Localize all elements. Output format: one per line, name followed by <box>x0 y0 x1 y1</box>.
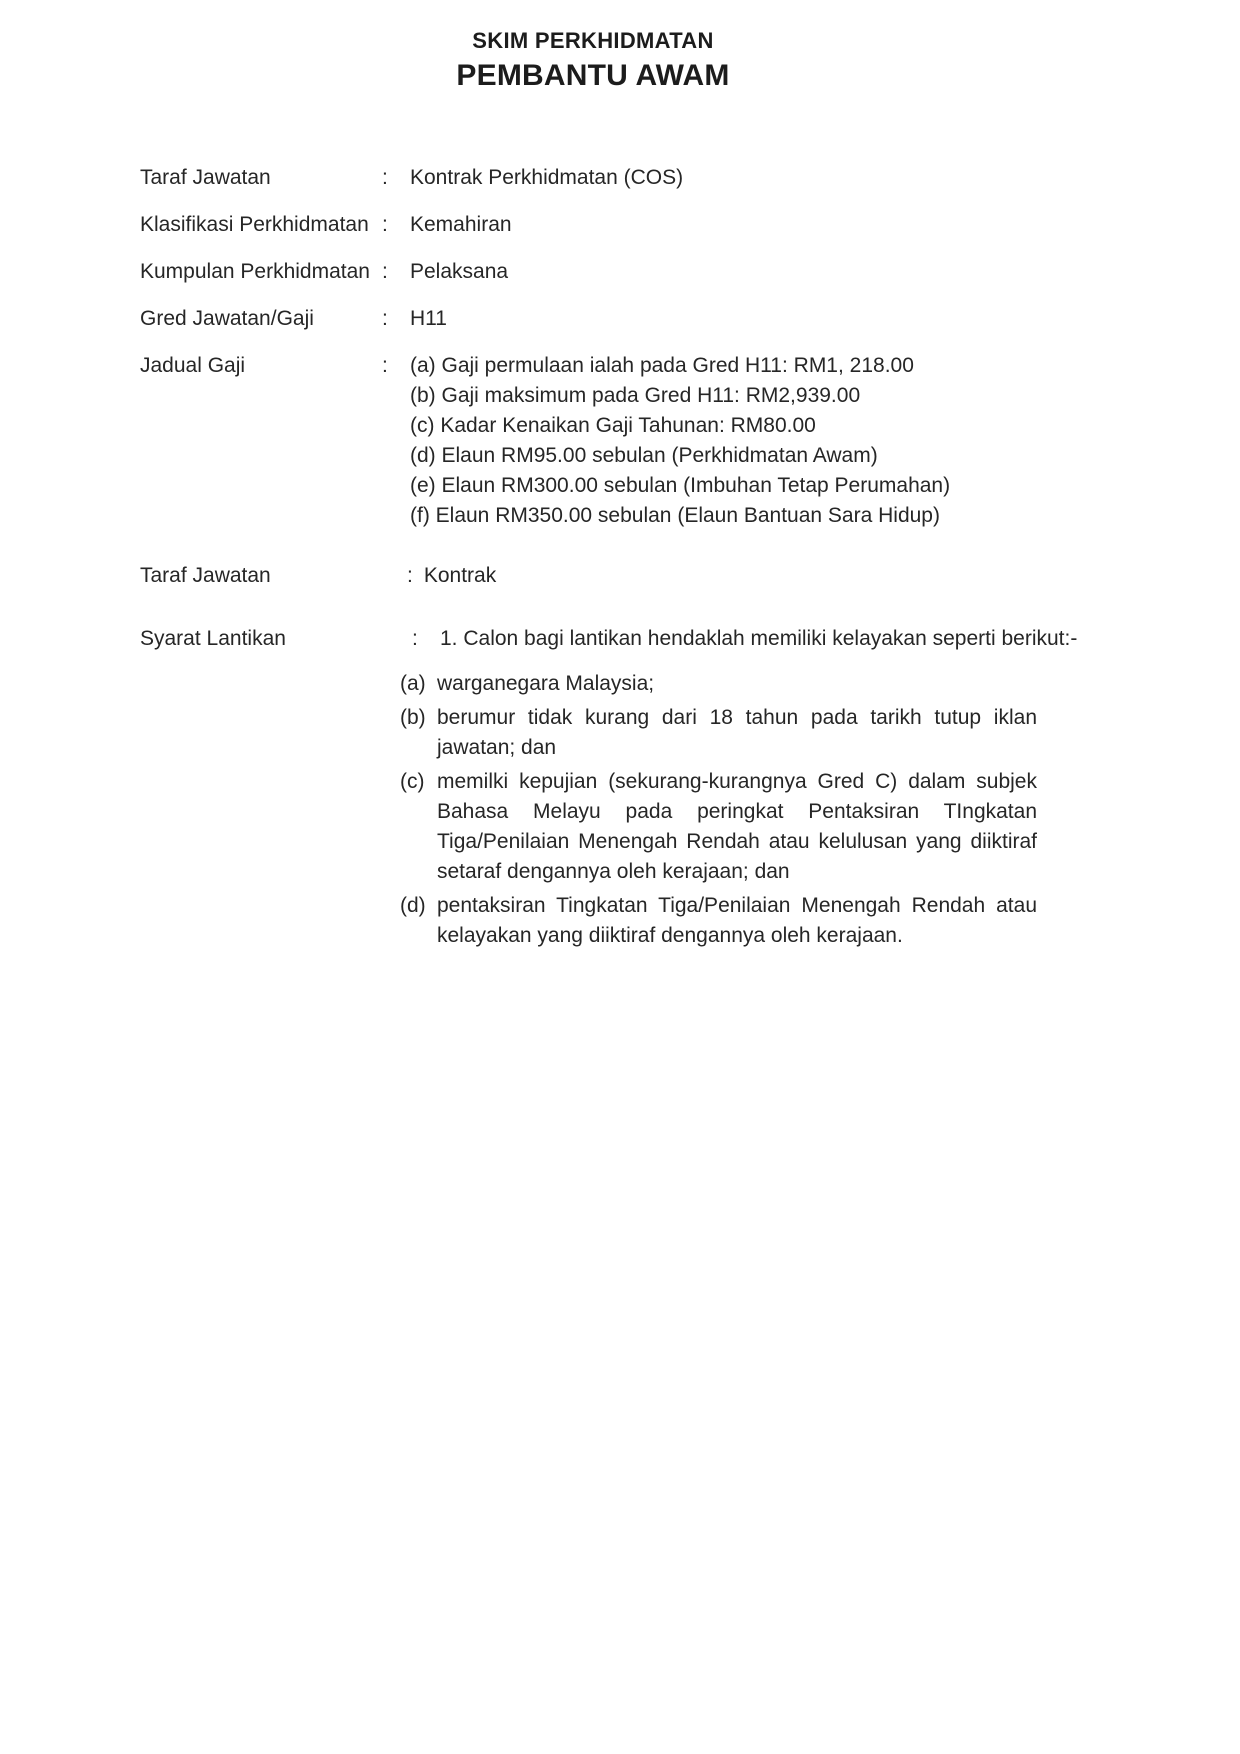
field-value: Kontrak Perkhidmatan (COS) <box>410 166 684 189</box>
field-value: Kontrak <box>423 564 497 587</box>
field-label: Taraf Jawatan <box>140 564 271 587</box>
syarat-item <box>400 669 1037 699</box>
field-row-kumpulan-perkhidmatan <box>140 257 1180 287</box>
syarat-item <box>400 703 1037 763</box>
syarat-item-marker: (d) <box>400 894 426 917</box>
field-label: Taraf Jawatan <box>140 166 271 189</box>
syarat-item-text: berumur tidak kurang dari 18 tahun pada tarikh tutup iklan jawatan; dan <box>437 706 1037 759</box>
syarat-item-text: memilki kepujian (sekurang-kurangnya Gred C) dalam subjek Bahasa Melayu pada peringkat Pentaksiran TIngkatan Tiga/Penilaian Menengah Rendah atau kelulusan yang diiktiraf setaraf dengannya oleh kerajaan; dan <box>437 770 1037 883</box>
jadual-gaji-item: (b) Gaji maksimum pada Gred H11: RM2,939.00 <box>410 384 861 407</box>
field-value-group <box>407 561 1180 591</box>
jadual-gaji-item: (d) Elaun RM95.00 sebulan (Perkhidmatan Awam) <box>410 444 878 467</box>
document-kicker: SKIM PERKHIDMATAN <box>472 28 714 53</box>
field-label: Syarat Lantikan <box>140 627 286 650</box>
field-row-gred-jawatan-gaji <box>140 304 1180 334</box>
field-row-jadual-gaji <box>140 351 1180 531</box>
field-colon: : <box>382 166 388 189</box>
syarat-lantikan-intro: 1. Calon bagi lantikan hendaklah memiliki kelayakan seperti berikut:- <box>440 627 1078 650</box>
field-row-klasifikasi-perkhidmatan <box>140 210 1180 240</box>
syarat-item-marker: (a) <box>400 672 426 695</box>
field-row-taraf-jawatan-kontrak <box>140 561 1180 591</box>
field-label: Gred Jawatan/Gaji <box>140 307 314 330</box>
field-label: Jadual Gaji <box>140 354 246 377</box>
document-body <box>0 163 1240 951</box>
syarat-item-marker: (c) <box>400 770 425 793</box>
field-colon: : <box>382 307 388 330</box>
field-colon: : <box>382 354 388 377</box>
page-title: PEMBANTU AWAM <box>456 59 730 92</box>
field-colon: : <box>382 213 388 236</box>
jadual-gaji-item: (a) Gaji permulaan ialah pada Gred H11: RM1, 218.00 <box>410 354 914 377</box>
syarat-lantikan-list <box>400 669 1037 951</box>
field-row-taraf-jawatan <box>140 163 1180 193</box>
document-header <box>0 0 1186 96</box>
field-value: Pelaksana <box>410 260 509 283</box>
jadual-gaji-list <box>410 351 1180 531</box>
field-value: H11 <box>410 307 447 330</box>
syarat-item <box>400 891 1037 951</box>
field-colon: : <box>407 564 413 587</box>
syarat-item-text: warganegara Malaysia; <box>437 672 655 695</box>
jadual-gaji-item: (c) Kadar Kenaikan Gaji Tahunan: RM80.00 <box>410 414 816 437</box>
jadual-gaji-item: (f) Elaun RM350.00 sebulan (Elaun Bantuan Sara Hidup) <box>410 504 940 527</box>
field-row-syarat-lantikan <box>140 624 1180 654</box>
field-colon: : <box>412 627 418 650</box>
jadual-gaji-item: (e) Elaun RM300.00 sebulan (Imbuhan Tetap Perumahan) <box>410 474 951 497</box>
syarat-item-marker: (b) <box>400 706 426 729</box>
syarat-item <box>400 767 1037 887</box>
syarat-item-text: pentaksiran Tingkatan Tiga/Penilaian Menengah Rendah atau kelayakan yang diiktiraf dengannya oleh kerajaan. <box>437 894 1037 947</box>
field-label: Kumpulan Perkhidmatan <box>140 260 370 283</box>
field-colon: : <box>382 260 388 283</box>
field-label: Klasifikasi Perkhidmatan <box>140 213 369 236</box>
field-value: Kemahiran <box>410 213 512 236</box>
